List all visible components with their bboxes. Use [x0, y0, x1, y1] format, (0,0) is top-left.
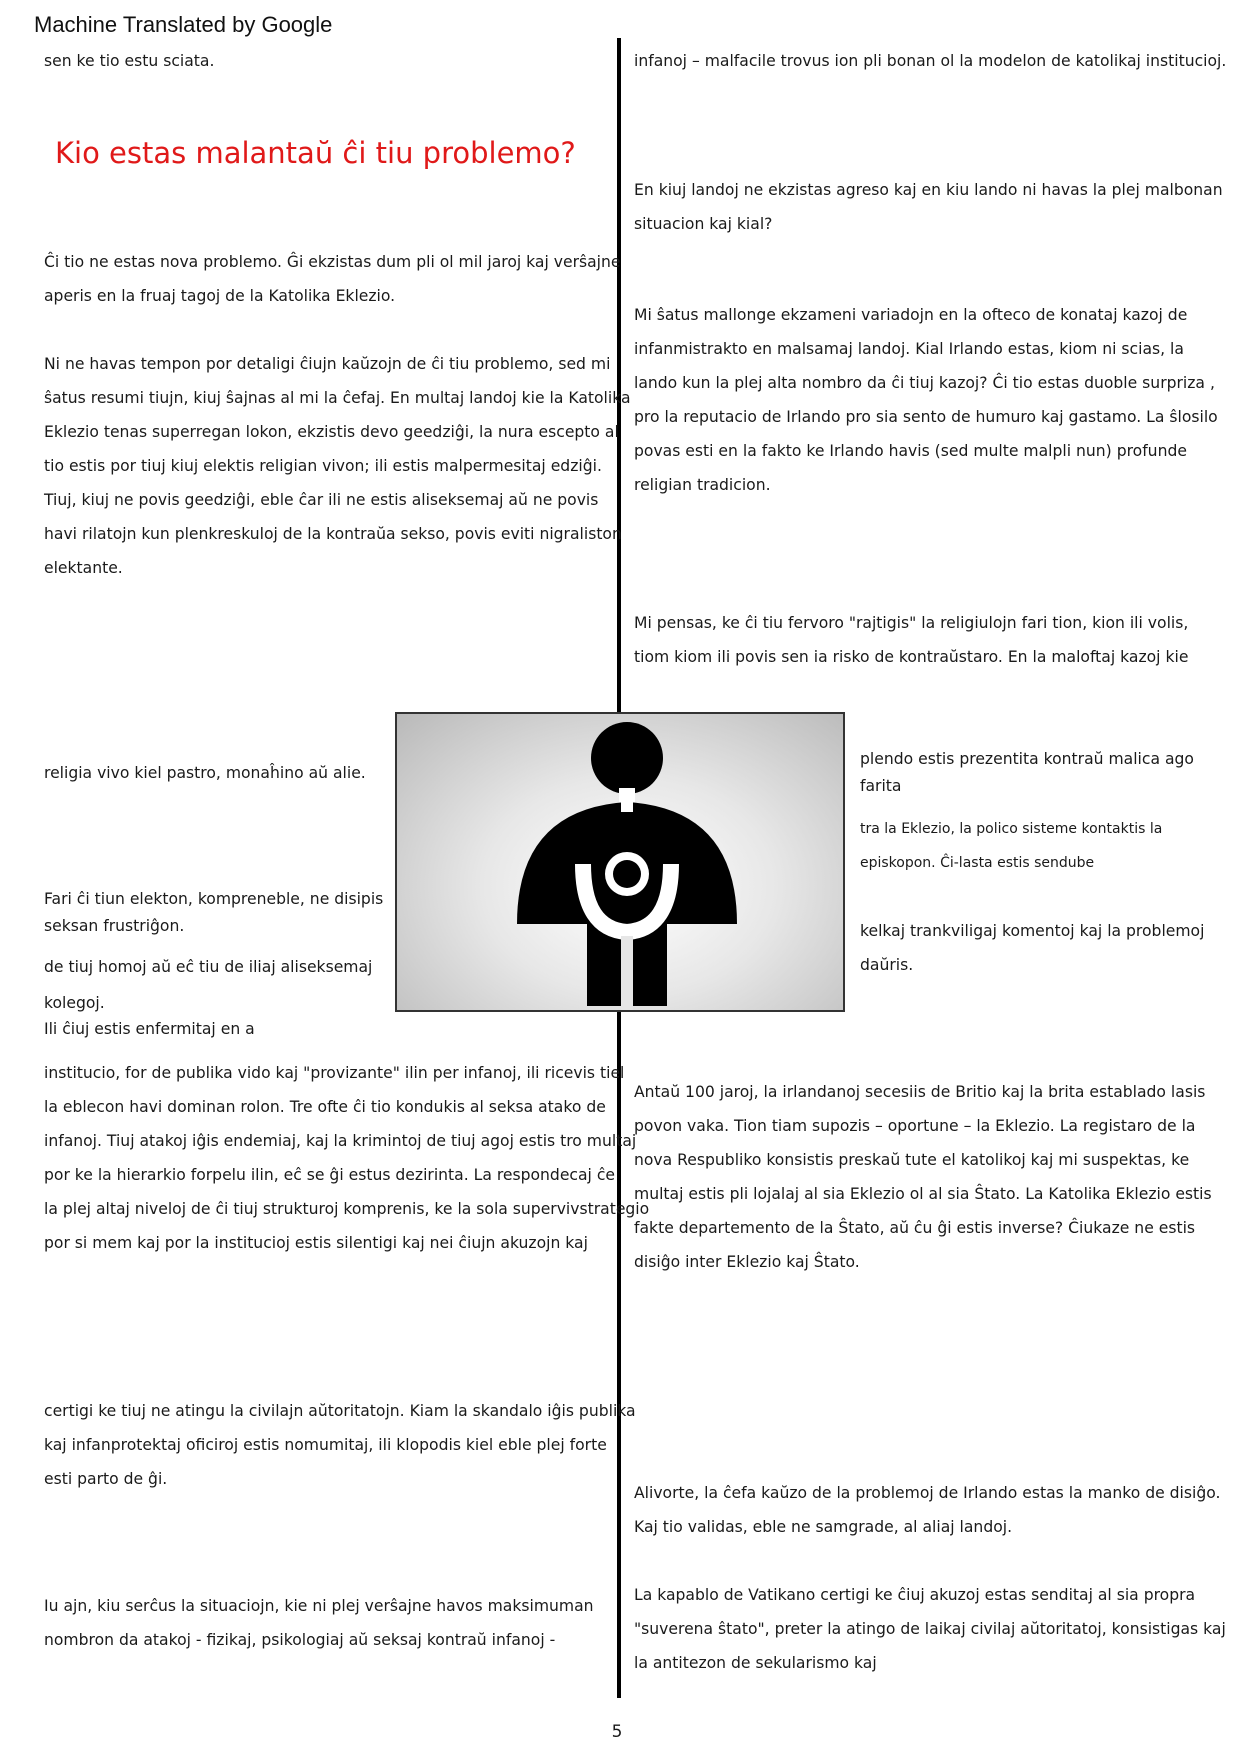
text-line: tra la Eklezio, la polico sisteme kontaktis la [860, 821, 1163, 837]
text-line: kolegoj. [44, 994, 105, 1012]
text-line: farita [860, 777, 902, 795]
text-line: multaj estis pli lojalaj al sia Eklezio ol al sia Ŝtato. La Katolika Eklezio estis [634, 1185, 1212, 1203]
left-paragraph-7 [44, 1056, 649, 1260]
text-line: aperis en la fruaj tagoj de la Katolika Eklezio. [44, 287, 396, 305]
left-paragraph-8 [44, 1394, 636, 1496]
text-line: la plej altaj niveloj de ĉi tiuj strukturoj komprenis, ke la sola supervivstrategio [44, 1200, 650, 1218]
text-line: Tiuj, kiuj ne povis geedziĝi, eble ĉar ili ne estis aliseksemaj aŭ ne povis [44, 491, 599, 509]
text-line: disiĝo inter Eklezio kaj Ŝtato. [634, 1253, 860, 1271]
left-paragraph-4 [44, 886, 383, 940]
text-line: Mi pensas, ke ĉi tiu fervoro "rajtigis" la religiulojn fari tion, kion ili volis, [634, 614, 1189, 632]
text-line: nova Respubliko konsistis preskaŭ tute el katolikoj kaj mi suspektas, ke [634, 1151, 1190, 1169]
text-line: Iu ajn, kiu serĉus la situaciojn, kie ni plej verŝajne havos maksimuman [44, 1597, 594, 1615]
text-line: tio estis por tiuj kiuj elektis religian vivon; ili estis malpermesitaj edziĝi. [44, 457, 602, 475]
text-line: plendo estis prezentita kontraŭ malica ago [860, 750, 1194, 768]
text-line: episkopon. Ĉi-lasta estis sendube [860, 855, 1095, 871]
section-heading: Kio estas malantaŭ ĉi tiu problemo? [55, 136, 576, 170]
text-line: certigi ke tiuj ne atingu la civilajn aŭtoritatojn. Kiam la skandalo iĝis publika [44, 1402, 636, 1420]
right-paragraph-0 [634, 44, 1226, 78]
text-line: lando kun la plej alta nombro da ĉi tiuj kazoj? Ĉi tio estas duoble surpriza , [634, 374, 1215, 392]
text-line: nombron da atakoj - fizikaj, psikologiaj aŭ seksaj kontraŭ infanoj - [44, 1631, 556, 1649]
text-line: tiom kiom ili povis sen ia risko de kontraŭstaro. En la maloftaj kazoj kie [634, 648, 1189, 666]
text-line: Eklezio tenas superregan lokon, ekzistis devo geedziĝi, la nura escepto al [44, 423, 619, 441]
text-line: Alivorte, la ĉefa kaŭzo de la problemoj de Irlando estas la manko de disiĝo. [634, 1484, 1221, 1502]
right-paragraph-7 [634, 1075, 1212, 1279]
right-paragraph-3 [634, 606, 1188, 674]
text-line: la antitezon de sekularismo kaj [634, 1654, 877, 1672]
right-paragraph-1 [634, 173, 1223, 241]
text-line: institucio, for de publika vido kaj "provizante" ilin per infanoj, ili ricevis tiel [44, 1064, 625, 1082]
text-line: por si mem kaj por la institucioj estis silentigi kaj nei ĉiujn akuzojn kaj [44, 1234, 588, 1252]
text-line: povon vaka. Tion tiam supozis – oportune – la Eklezio. La registaro de la [634, 1117, 1196, 1135]
text-line: pro la reputacio de Irlando pro sia sento de humuro kaj gastamo. La ŝlosilo [634, 408, 1218, 426]
right-paragraph-8 [634, 1476, 1220, 1544]
text-line: Mi ŝatus mallonge ekzameni variadojn en la ofteco de konataj kazoj de [634, 306, 1188, 324]
text-line: infanoj – malfacile trovus ion pli bonan ol la modelon de katolikaj institucioj. [634, 52, 1227, 70]
child-protection-logo-icon [397, 714, 843, 1010]
page-number: 5 [611, 1722, 623, 1742]
text-line: infanoj. Tiuj atakoj iĝis endemiaj, kaj la krimintoj de tiuj agoj estis tro multaj [44, 1132, 637, 1150]
text-line: kaj infanprotektaj oficiroj estis nomumitaj, ili klopodis kiel eble plej forte [44, 1436, 607, 1454]
text-line: Antaŭ 100 jaroj, la irlandanoj secesiis de Britio kaj la brita establado lasis [634, 1083, 1206, 1101]
text-line: de tiuj homoj aŭ eĉ tiu de iliaj aliseksemaj [44, 958, 373, 976]
text-line: Fari ĉi tiun elekton, kompreneble, ne disipis [44, 890, 384, 908]
text-line: povas esti en la fakto ke Irlando havis (sed multe malpli nun) profunde [634, 442, 1187, 460]
left-paragraph-3 [44, 756, 366, 790]
child-protection-figure [395, 712, 845, 1012]
text-line: daŭris. [860, 956, 914, 974]
machine-translated-label: Machine Translated by Google [34, 12, 333, 37]
text-line: esti parto de ĝi. [44, 1470, 168, 1488]
text-line: fakte departemento de la Ŝtato, aŭ ĉu ĝi estis inverse? Ĉiukaze ne estis [634, 1219, 1196, 1237]
text-line: havi rilatojn kun plenkreskuloj de la kontraŭa sekso, povis eviti nigraliston [44, 525, 622, 543]
text-line: Ni ne havas tempon por detaligi ĉiujn kaŭzojn de ĉi tiu problemo, sed mi [44, 355, 611, 373]
left-paragraph-1 [44, 245, 620, 313]
right-paragraph-9 [634, 1578, 1226, 1680]
text-line: Ili ĉiuj estis enfermitaj en a [44, 1020, 255, 1038]
right-paragraph-6 [860, 914, 1204, 982]
text-line: infanmistrakto en malsamaj landoj. Kial Irlando estas, kiom ni scias, la [634, 340, 1184, 358]
left-paragraph-2 [44, 347, 631, 585]
left-paragraph-5 [44, 950, 372, 984]
text-line: En kiuj landoj ne ekzistas agreso kaj en kiu lando ni havas la plej malbonan [634, 181, 1223, 199]
text-line: ŝatus resumi tiujn, kiuj ŝajnas al mi la ĉefaj. En multaj landoj kie la Katolika [44, 389, 631, 407]
text-line: situacion kaj kial? [634, 215, 773, 233]
text-line: por ke la hierarkio forpelu ilin, eĉ se ĝi estus dezirinta. La respondecaj ĉe [44, 1166, 616, 1184]
text-line: La kapablo de Vatikano certigi ke ĉiuj akuzoj estas senditaj al sia propra [634, 1586, 1196, 1604]
text-line: "suverena ŝtato", preter la atingo de laikaj civilaj aŭtoritatoj, konsistigas kaj [634, 1620, 1226, 1638]
text-line: kelkaj trankviligaj komentoj kaj la problemoj [860, 922, 1205, 940]
right-paragraph-4 [860, 746, 1194, 800]
text-line: Kaj tio validas, eble ne samgrade, al aliaj landoj. [634, 1518, 1013, 1536]
right-paragraph-2 [634, 298, 1218, 502]
text-line: la eblecon havi dominan rolon. Tre ofte ĉi tio kondukis al seksa atako de [44, 1098, 606, 1116]
text-line: religian tradicion. [634, 476, 771, 494]
text-line: religia vivo kiel pastro, monaĥino aŭ alie. [44, 764, 366, 782]
left-paragraph-0 [44, 44, 214, 78]
right-paragraph-5 [860, 812, 1162, 880]
left-paragraph-9 [44, 1589, 594, 1657]
text-line: elektante. [44, 559, 123, 577]
left-paragraph-6 [44, 1012, 255, 1046]
text-line: Ĉi tio ne estas nova problemo. Ĝi ekzistas dum pli ol mil jaroj kaj verŝajne [44, 253, 621, 271]
text-line: seksan frustriĝon. [44, 917, 185, 935]
text-line: sen ke tio estu sciata. [44, 52, 215, 70]
